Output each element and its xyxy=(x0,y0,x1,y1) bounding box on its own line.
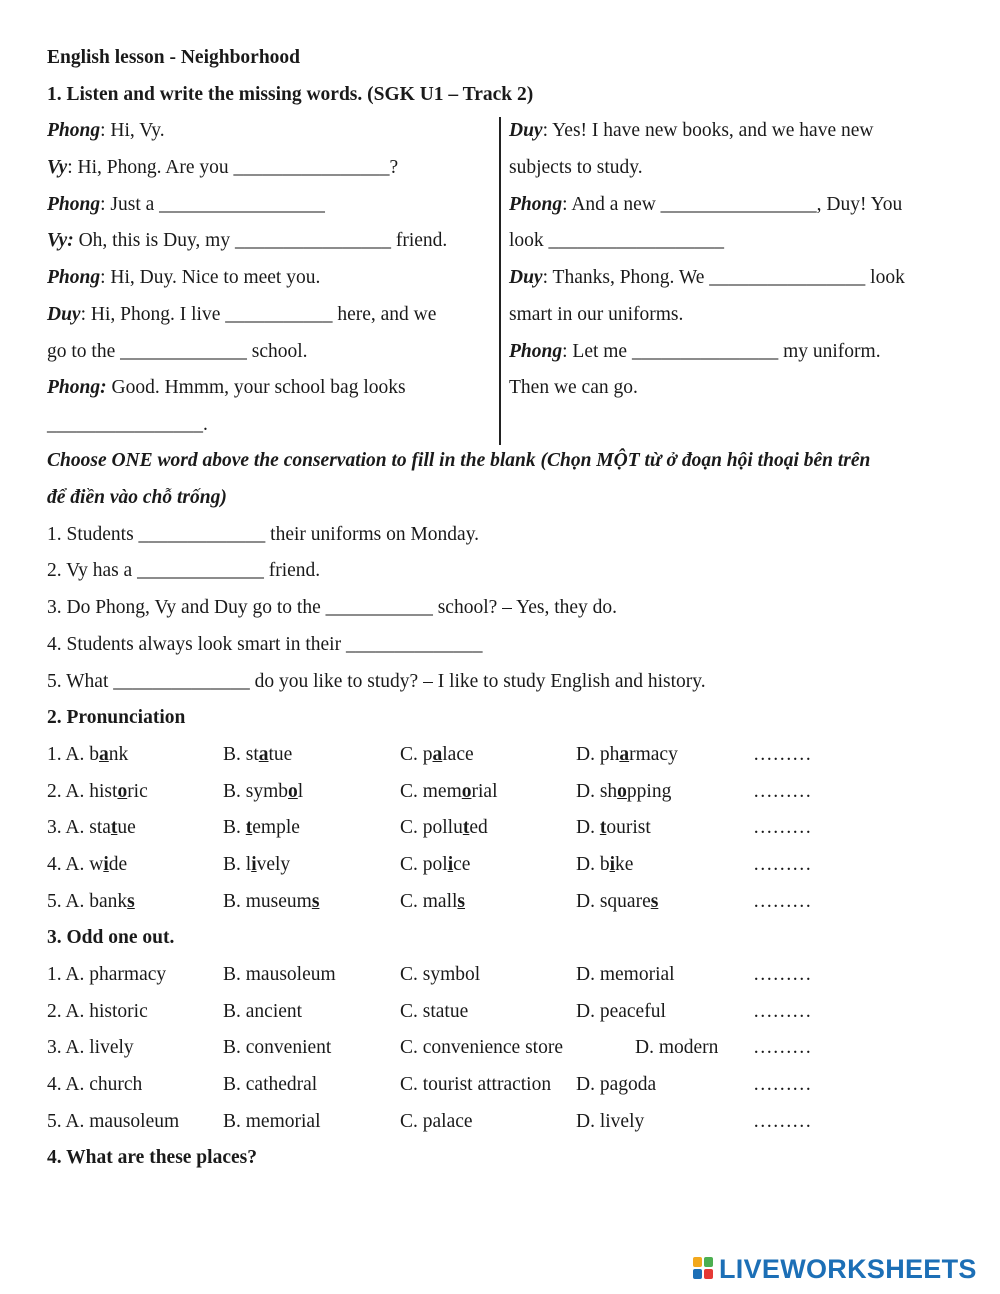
underlined-sound: t xyxy=(110,817,118,839)
option-a: 1. A. pharmacy xyxy=(47,964,167,985)
speaker-name: Duy xyxy=(509,120,543,142)
dialogue-text: Just a _________________ xyxy=(105,193,325,215)
dialogue-line xyxy=(509,297,959,334)
option-c: C. tourist attraction xyxy=(400,1074,552,1096)
option-c xyxy=(400,847,470,884)
pronunciation-row xyxy=(47,774,957,811)
speaker-colon: : xyxy=(67,157,73,179)
option-a: 4. A. church xyxy=(47,1074,143,1096)
option-c: C. statue xyxy=(400,1000,469,1022)
option-text-after: ed xyxy=(469,817,488,839)
dialogue-right-column xyxy=(509,113,959,407)
pronunciation-row xyxy=(47,847,957,884)
choose-item: 1. Students _____________ their uniforms on Monday. xyxy=(47,523,480,545)
dialogue-text: Hi, Vy. xyxy=(105,120,165,142)
dialogue-line xyxy=(47,223,487,260)
speaker-name: Vy xyxy=(47,157,68,179)
underlined-sound: i xyxy=(609,853,616,875)
speaker-name: Duy xyxy=(509,267,543,289)
option-b: B. convenient xyxy=(223,1037,332,1059)
option-d xyxy=(576,774,671,811)
dialogue-line xyxy=(47,113,487,150)
dialogue xyxy=(47,113,957,443)
dialogue-text: Let me _______________ my uniform. xyxy=(567,340,881,362)
option-text-before: B. st xyxy=(223,743,259,765)
underlined-sound: a xyxy=(619,743,630,765)
pronunciation-row xyxy=(47,737,957,774)
dialogue-text: Oh, this is Duy, my ________________ friend. xyxy=(73,230,448,252)
answer-blank: ……… xyxy=(753,890,812,912)
dialogue-line xyxy=(509,150,959,187)
option-text-after: tue xyxy=(268,743,293,765)
option-text-after: ue xyxy=(117,817,136,839)
option-b xyxy=(223,884,319,921)
answer-blank: ……… xyxy=(753,853,812,875)
pronunciation-list xyxy=(47,737,957,920)
dialogue-line xyxy=(509,223,959,260)
dialogue-line xyxy=(509,260,959,297)
option-text-before: C. mem xyxy=(400,780,462,802)
dialogue-line xyxy=(509,113,959,150)
option-b xyxy=(223,847,290,884)
dialogue-text: Yes! I have new books, and we have new xyxy=(548,120,874,142)
option-text-before: B. xyxy=(223,817,246,839)
section-1-heading: 1. Listen and write the missing words. (SGK U1 – Track 2) xyxy=(47,83,534,105)
option-a xyxy=(47,737,128,774)
speaker-name: Vy: xyxy=(47,230,74,252)
option-a: 5. A. mausoleum xyxy=(47,1110,180,1132)
answer-blank: ……… xyxy=(753,1110,812,1132)
speaker-colon: : xyxy=(542,120,549,142)
option-a xyxy=(47,884,135,921)
option-a: 3. A. lively xyxy=(47,1037,134,1059)
dialogue-text: Hi, Duy. Nice to meet you. xyxy=(105,267,321,289)
dialogue-text: smart in our uniforms. xyxy=(509,303,684,325)
dialogue-line xyxy=(47,334,487,371)
option-text-after: de xyxy=(108,853,128,875)
choose-item: 2. Vy has a _____________ friend. xyxy=(47,560,321,582)
section-3-heading: 3. Odd one out. xyxy=(47,927,175,949)
odd-one-out-row xyxy=(47,957,957,994)
option-a xyxy=(47,774,148,811)
option-text-after: ke xyxy=(615,853,634,875)
underlined-sound: o xyxy=(617,780,627,802)
dialogue-text: And a new ________________, Duy! You xyxy=(567,193,903,215)
speaker-name: Phong xyxy=(47,120,101,142)
option-text-after: ric xyxy=(127,780,148,802)
speaker-colon: : xyxy=(100,120,106,142)
underlined-sound: i xyxy=(251,853,257,875)
option-c: C. symbol xyxy=(400,964,481,985)
underlined-sound: s xyxy=(127,890,135,912)
option-b: B. mausoleum xyxy=(223,964,336,985)
option-d xyxy=(576,884,658,921)
option-text-after: pping xyxy=(626,780,672,802)
option-text-before: 4. A. w xyxy=(47,853,104,875)
answer-blank: ……… xyxy=(753,780,812,802)
option-d: D. pagoda xyxy=(576,1074,657,1096)
option-b: B. ancient xyxy=(223,1000,303,1022)
odd-one-out-row xyxy=(47,1104,957,1141)
column-divider xyxy=(499,117,501,445)
dialogue-text: subjects to study. xyxy=(509,157,643,179)
option-text-before: 2. A. hist xyxy=(47,780,118,802)
speaker-name: Phong xyxy=(47,193,101,215)
option-b: B. memorial xyxy=(223,1110,321,1132)
option-text-after: l xyxy=(297,780,304,802)
underlined-sound: a xyxy=(99,743,109,765)
answer-blank: ……… xyxy=(753,1000,812,1022)
option-text-after: ourist xyxy=(606,817,651,839)
liveworksheets-logo xyxy=(693,1253,977,1285)
option-c: C. convenience store xyxy=(400,1037,563,1059)
option-text-before: D. sh xyxy=(576,780,618,802)
option-b xyxy=(223,810,300,847)
pronunciation-row xyxy=(47,810,957,847)
underlined-sound: i xyxy=(103,853,109,875)
option-d xyxy=(576,737,678,774)
choose-item: 4. Students always look smart in their ______________ xyxy=(47,633,483,655)
dialogue-text: Hi, Phong. Are you ________________? xyxy=(72,157,399,179)
option-a: 2. A. historic xyxy=(47,1000,148,1022)
speaker-name: Phong xyxy=(509,340,563,362)
underlined-sound: o xyxy=(117,780,128,802)
speaker-colon: : xyxy=(562,340,568,362)
option-text-after: emple xyxy=(252,817,300,839)
dialogue-text: ________________. xyxy=(47,413,208,435)
dialogue-line xyxy=(509,187,959,224)
speaker-colon: : xyxy=(542,267,549,289)
dialogue-text: Thanks, Phong. We ________________ look xyxy=(548,267,905,289)
liveworksheets-logo-icon xyxy=(693,1257,715,1281)
option-b xyxy=(223,774,303,811)
choose-instruction-line2: để điền vào chỗ trống) xyxy=(47,487,227,509)
underlined-sound: t xyxy=(245,817,253,839)
option-text-before: 5. A. bank xyxy=(47,890,128,912)
odd-one-out-row xyxy=(47,994,957,1031)
underlined-sound: a xyxy=(432,743,443,765)
odd-one-out-row xyxy=(47,1030,957,1067)
option-text-after: nk xyxy=(108,743,129,765)
choose-instruction-line1: Choose ONE word above the conservation to fill in the blank (Chọn MỘT từ ở đoạn hội thoại bên trên xyxy=(47,450,871,472)
speaker-colon: : xyxy=(100,193,106,215)
answer-blank: ……… xyxy=(753,1037,812,1059)
odd-one-out-row xyxy=(47,1067,957,1104)
dialogue-line xyxy=(509,370,959,407)
option-text-after: rmacy xyxy=(629,743,678,765)
option-text-after: rial xyxy=(471,780,498,802)
dialogue-text: Hi, Phong. I live ___________ here, and we xyxy=(86,303,437,325)
speaker-colon: : xyxy=(562,193,568,215)
odd-one-out-list xyxy=(47,957,957,1140)
answer-blank: ……… xyxy=(753,743,812,765)
option-b: B. cathedral xyxy=(223,1074,318,1096)
option-c xyxy=(400,884,465,921)
option-text-before: D. xyxy=(576,817,600,839)
answer-blank: ……… xyxy=(753,1074,812,1096)
option-text-before: B. l xyxy=(223,853,252,875)
underlined-sound: s xyxy=(311,890,320,912)
choose-item: 5. What ______________ do you like to study? – I like to study English and history. xyxy=(47,670,706,692)
underlined-sound: a xyxy=(258,743,269,765)
section-4-heading: 4. What are these places? xyxy=(47,1147,257,1169)
underlined-sound: t xyxy=(462,817,470,839)
option-text-before: C. mall xyxy=(400,890,458,912)
section-2-heading: 2. Pronunciation xyxy=(47,707,186,729)
option-text-before: B. symb xyxy=(223,780,289,802)
dialogue-text: Then we can go. xyxy=(509,377,638,399)
option-c xyxy=(400,810,488,847)
choose-item: 3. Do Phong, Vy and Duy go to the ___________ school? – Yes, they do. xyxy=(47,597,618,619)
dialogue-text: look __________________ xyxy=(509,230,725,252)
dialogue-line xyxy=(47,260,487,297)
dialogue-line xyxy=(47,370,487,407)
dialogue-text: go to the _____________ school. xyxy=(47,340,308,362)
option-text-after: ce xyxy=(453,853,471,875)
dialogue-line xyxy=(47,407,487,444)
liveworksheets-logo-text: LIVEWORKSHEETS xyxy=(719,1253,977,1284)
speaker-name: Phong xyxy=(47,267,101,289)
page-title: English lesson - Neighborhood xyxy=(47,47,301,68)
speaker-colon: : xyxy=(80,303,87,325)
dialogue-left-column xyxy=(47,113,487,443)
option-a xyxy=(47,847,127,884)
option-d: D. lively xyxy=(576,1110,645,1132)
option-d xyxy=(576,810,651,847)
option-text-before: C. p xyxy=(400,743,433,765)
dialogue-text: Good. Hmmm, your school bag looks xyxy=(106,377,406,399)
speaker-colon: : xyxy=(100,267,106,289)
option-text-before: 3. A. sta xyxy=(47,817,111,839)
underlined-sound: t xyxy=(599,817,607,839)
underlined-sound: s xyxy=(650,890,659,912)
option-text-before: C. pol xyxy=(400,853,448,875)
option-d: D. peaceful xyxy=(576,1000,666,1022)
pronunciation-row xyxy=(47,884,957,921)
option-text-before: D. b xyxy=(576,853,610,875)
dialogue-line xyxy=(47,297,487,334)
option-c: C. palace xyxy=(400,1110,473,1132)
speaker-name: Phong xyxy=(509,193,563,215)
underlined-sound: o xyxy=(461,780,472,802)
dialogue-line xyxy=(47,150,487,187)
option-text-before: 1. A. b xyxy=(47,743,100,765)
option-text-after: vely xyxy=(256,853,291,875)
underlined-sound: i xyxy=(447,853,454,875)
dialogue-line xyxy=(509,334,959,371)
option-text-before: C. pollu xyxy=(400,817,463,839)
option-a xyxy=(47,810,136,847)
answer-blank: ……… xyxy=(753,817,812,839)
option-text-after: lace xyxy=(442,743,474,765)
speaker-name: Phong: xyxy=(47,377,107,399)
answer-blank: ……… xyxy=(753,964,812,985)
worksheet xyxy=(47,40,957,1177)
underlined-sound: o xyxy=(288,780,298,802)
option-text-before: D. square xyxy=(576,890,651,912)
option-c xyxy=(400,774,497,811)
underlined-sound: s xyxy=(457,890,466,912)
option-d xyxy=(576,847,633,884)
option-b xyxy=(223,737,292,774)
option-text-before: B. museum xyxy=(223,890,312,912)
option-text-before: D. ph xyxy=(576,743,620,765)
option-d: D. memorial xyxy=(576,964,675,985)
option-c xyxy=(400,737,474,774)
speaker-name: Duy xyxy=(47,303,81,325)
option-d: D. modern xyxy=(635,1037,719,1059)
dialogue-line xyxy=(47,187,487,224)
